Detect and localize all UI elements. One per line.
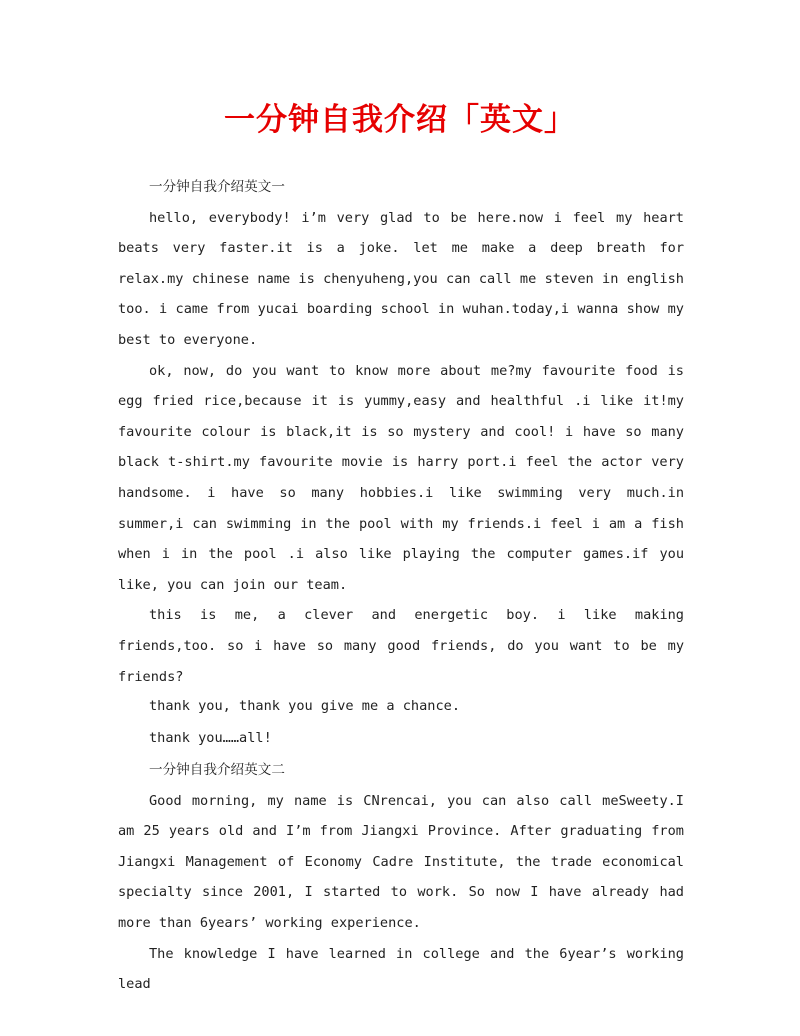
paragraph-1-2: ok, now, do you want to know more about me?my favourite food is egg fried rice,because it is yummy,easy and healthful .i like it!my favourite colour is black,it is so mystery and cool! i have so many black t-shirt.my favourite movie is harry port.i feel the actor very handsome. i have so many hobbies.i like swimming very much.in summer,i can swimming in the pool with my friends.i feel i am a fish when i in the pool .i also like playing the computer games.if you like, you can join our team.	[118, 362, 684, 593]
paragraph-1-4: thank you, thank you give me a chance.	[149, 698, 460, 715]
document-body	[118, 172, 684, 1000]
paragraph-1-3: this is me, a clever and energetic boy. i like making friends,too. so i have so many good friends, do you want to be my friends?	[118, 607, 684, 685]
paragraph-1-1: hello, everybody! i’m very glad to be here.now i feel my heart beats very faster.it is a joke. let me make a deep breath for relax.my chinese name is chenyuheng,you can call me steven in english too. i came from yucai boarding school in wuhan.today,i wanna show my best to everyone.	[118, 209, 684, 348]
paragraph-2-1: Good morning, my name is CNrencai, you can also call meSweety.I am 25 years old and I’m from Jiangxi Province. After graduating from Jiangxi Management of Economy Cadre Institute, the trade economical specialty since 2001, I started to work. So now I have already had more than 6years’ working experience.	[118, 792, 684, 932]
section-heading-1: 一分钟自我介绍英文一	[149, 179, 285, 195]
document-title: 一分钟自我介绍「英文」	[224, 102, 576, 138]
paragraph-1-5: thank you……all!	[149, 730, 272, 747]
section-heading-2: 一分钟自我介绍英文二	[149, 762, 285, 779]
paragraph-2-2: The knowledge I have learned in college and the 6year’s working lead	[118, 945, 684, 993]
